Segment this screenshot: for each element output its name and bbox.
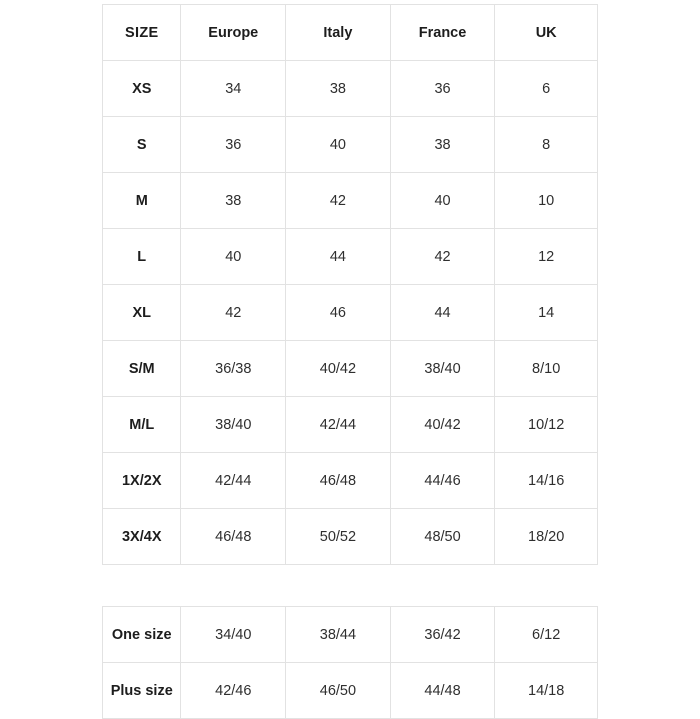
cell-france: 48/50	[390, 509, 495, 565]
row-label: S	[103, 117, 181, 173]
row-label: XL	[103, 285, 181, 341]
column-header-uk: UK	[495, 5, 598, 61]
column-header-italy: Italy	[286, 5, 391, 61]
cell-france: 38	[390, 117, 495, 173]
table-row	[103, 229, 598, 285]
cell-uk: 14/18	[495, 663, 598, 719]
cell-europe: 34	[181, 61, 286, 117]
table-row	[103, 173, 598, 229]
cell-uk: 14	[495, 285, 598, 341]
table-body	[103, 607, 598, 719]
general-sizes-table	[102, 606, 598, 719]
column-header-size: SIZE	[103, 5, 181, 61]
cell-europe: 42/46	[181, 663, 286, 719]
cell-europe: 38/40	[181, 397, 286, 453]
table-row	[103, 285, 598, 341]
cell-uk: 12	[495, 229, 598, 285]
cell-uk: 14/16	[495, 453, 598, 509]
cell-uk: 10	[495, 173, 598, 229]
cell-italy: 44	[286, 229, 391, 285]
row-label: S/M	[103, 341, 181, 397]
table-header	[103, 5, 598, 61]
cell-france: 36	[390, 61, 495, 117]
cell-france: 40	[390, 173, 495, 229]
cell-europe: 40	[181, 229, 286, 285]
cell-europe: 36	[181, 117, 286, 173]
size-conversion-table	[102, 4, 598, 565]
column-header-europe: Europe	[181, 5, 286, 61]
table-row	[103, 663, 598, 719]
table-row	[103, 453, 598, 509]
cell-europe: 46/48	[181, 509, 286, 565]
cell-italy: 38/44	[286, 607, 391, 663]
column-header-france: France	[390, 5, 495, 61]
table-header-row	[103, 5, 598, 61]
cell-italy: 46/50	[286, 663, 391, 719]
row-label: L	[103, 229, 181, 285]
table-row	[103, 607, 598, 663]
cell-italy: 50/52	[286, 509, 391, 565]
cell-france: 42	[390, 229, 495, 285]
cell-uk: 8	[495, 117, 598, 173]
cell-france: 44	[390, 285, 495, 341]
cell-italy: 46	[286, 285, 391, 341]
table-body	[103, 61, 598, 565]
cell-europe: 42	[181, 285, 286, 341]
row-label: Plus size	[103, 663, 181, 719]
cell-france: 40/42	[390, 397, 495, 453]
cell-italy: 42	[286, 173, 391, 229]
cell-france: 44/46	[390, 453, 495, 509]
cell-italy: 46/48	[286, 453, 391, 509]
cell-uk: 6/12	[495, 607, 598, 663]
table-row	[103, 117, 598, 173]
row-label: One size	[103, 607, 181, 663]
cell-europe: 36/38	[181, 341, 286, 397]
cell-italy: 42/44	[286, 397, 391, 453]
cell-uk: 18/20	[495, 509, 598, 565]
cell-europe: 38	[181, 173, 286, 229]
table-row	[103, 397, 598, 453]
table-row	[103, 61, 598, 117]
cell-uk: 6	[495, 61, 598, 117]
cell-italy: 38	[286, 61, 391, 117]
cell-uk: 10/12	[495, 397, 598, 453]
cell-italy: 40	[286, 117, 391, 173]
row-label: XS	[103, 61, 181, 117]
cell-europe: 42/44	[181, 453, 286, 509]
row-label: 3X/4X	[103, 509, 181, 565]
cell-france: 36/42	[390, 607, 495, 663]
row-label: M/L	[103, 397, 181, 453]
table-spacer	[102, 565, 598, 606]
cell-italy: 40/42	[286, 341, 391, 397]
table-row	[103, 341, 598, 397]
cell-europe: 34/40	[181, 607, 286, 663]
row-label: 1X/2X	[103, 453, 181, 509]
cell-france: 38/40	[390, 341, 495, 397]
cell-uk: 8/10	[495, 341, 598, 397]
row-label: M	[103, 173, 181, 229]
table-row	[103, 509, 598, 565]
cell-france: 44/48	[390, 663, 495, 719]
